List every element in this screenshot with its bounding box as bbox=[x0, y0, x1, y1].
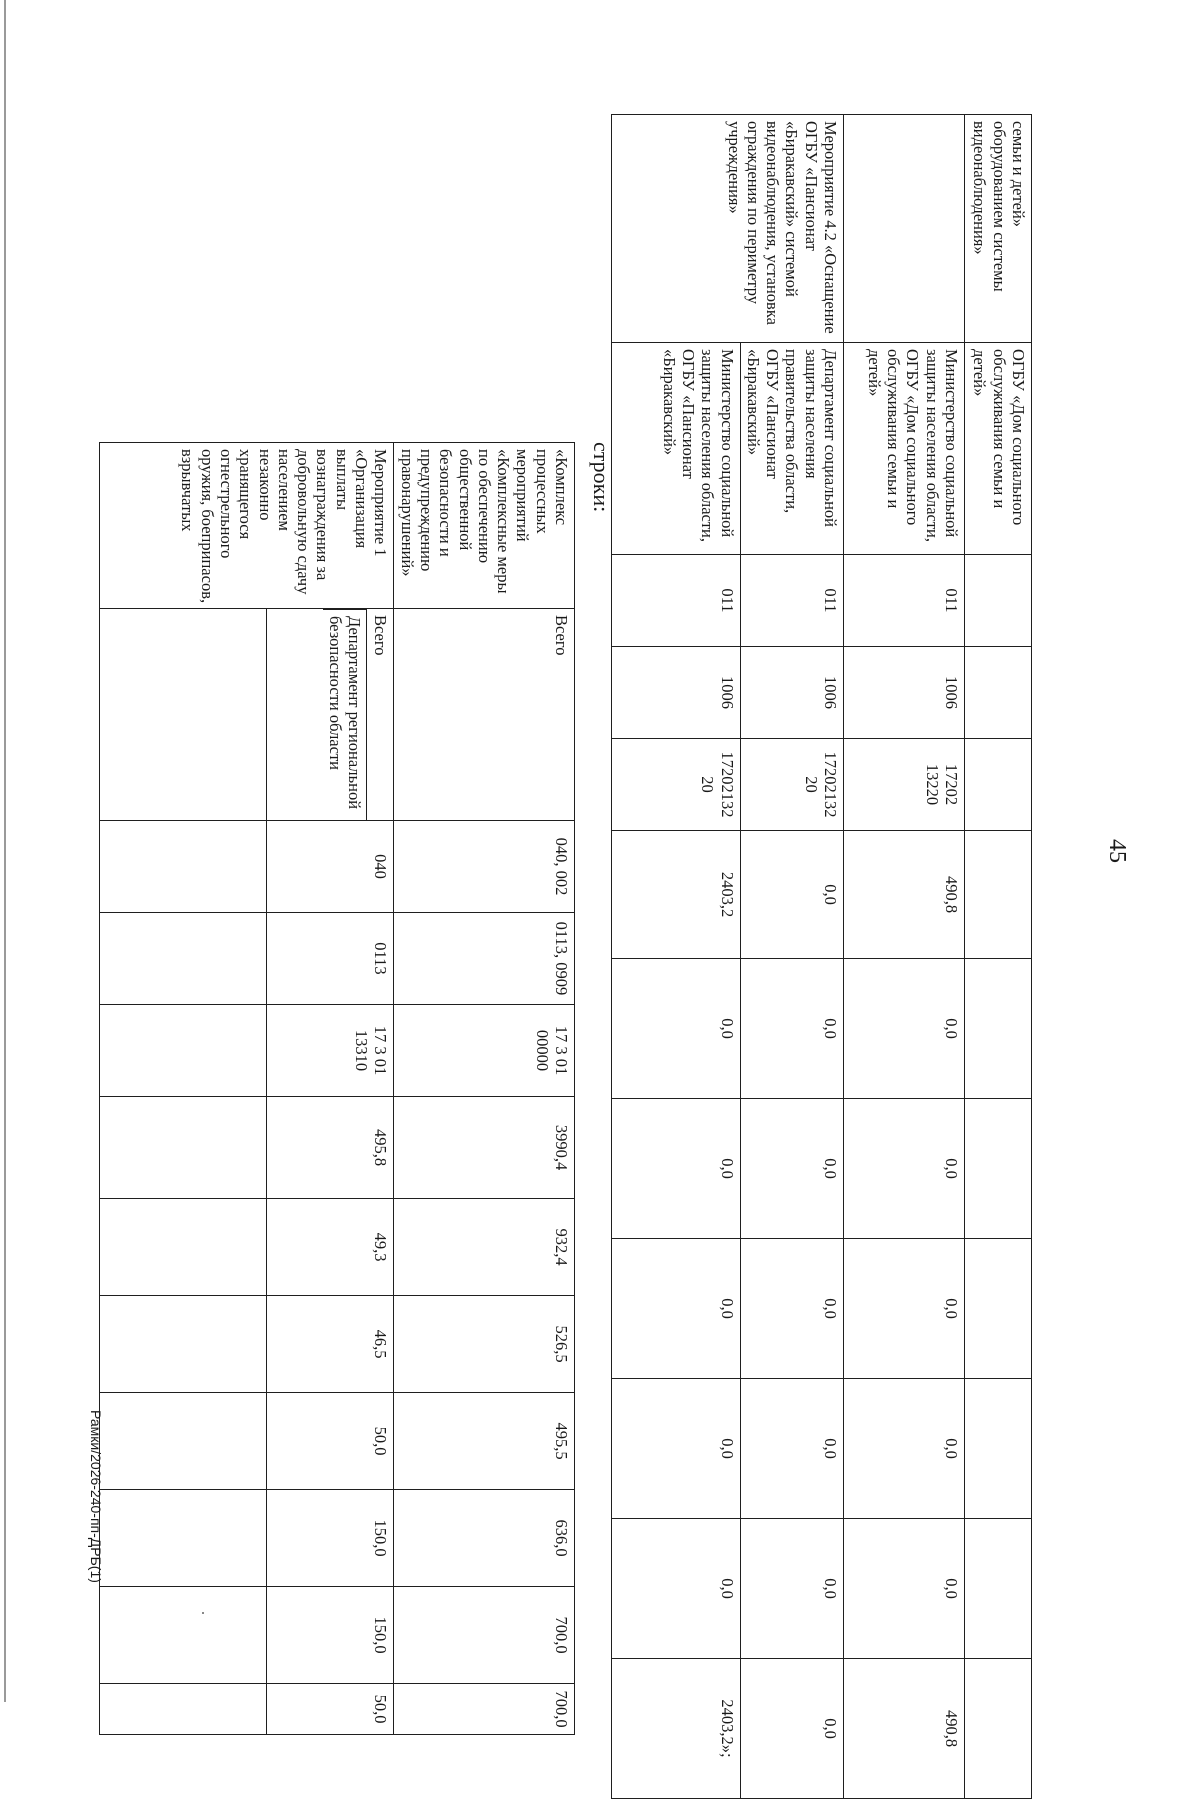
cell-year-3: 495,5 bbox=[394, 1393, 575, 1490]
table-row bbox=[100, 443, 267, 1735]
cell-csr bbox=[965, 739, 1032, 831]
cell-grbs: 011 bbox=[740, 555, 843, 647]
cell-empty bbox=[100, 1684, 267, 1735]
cell-year-4: 150,0 bbox=[267, 1490, 394, 1587]
cell-year-4: 0,0 bbox=[611, 1379, 740, 1519]
table-row bbox=[394, 443, 575, 1735]
cell-year-2: 0,0 bbox=[740, 1099, 843, 1239]
cell-year-4: 0,0 bbox=[844, 1379, 965, 1519]
table-row bbox=[844, 115, 965, 1799]
cell-total: 3990,4 bbox=[394, 1097, 575, 1199]
cell-rzpr: 1006 bbox=[740, 647, 843, 739]
cell-year-6: 0,0 bbox=[740, 1659, 843, 1799]
cell-grbs: 040, 002 bbox=[394, 821, 575, 913]
cell-name: Мероприятие 4.2 «Оснащение ОГБУ «Пансионат «Биракавский» системой видеонаблюдения, установка ограждения по периметру учреждения» bbox=[611, 115, 843, 343]
cell-rzpr: 0113 bbox=[267, 913, 394, 1005]
cell-empty bbox=[100, 1296, 267, 1393]
cell-empty bbox=[100, 1005, 267, 1097]
cell-year-2: 526,5 bbox=[394, 1296, 575, 1393]
cell-executor: Министерство социальной защиты населения области, ОГБУ «Пансионат «Биракавский» bbox=[611, 343, 740, 555]
program-table-top bbox=[611, 114, 1032, 1799]
cell-rzpr: 0113, 0909 bbox=[394, 913, 575, 1005]
cell-empty bbox=[100, 609, 267, 821]
cell-executor: Департамент социальной защиты населения правительства области, ОГБУ «Пансионат «Биракавский» bbox=[740, 343, 843, 555]
cell-year-1: 0,0 bbox=[740, 959, 843, 1099]
cell-csr: 17 3 01 13310 bbox=[267, 1005, 394, 1097]
cell-year-4: 636,0 bbox=[394, 1490, 575, 1587]
cell-year-2: 0,0 bbox=[611, 1099, 740, 1239]
cell-year-1 bbox=[965, 959, 1032, 1099]
cell-year-5 bbox=[965, 1519, 1032, 1659]
cell-year-1: 0,0 bbox=[611, 959, 740, 1099]
executor-department: Департамент региональной безопасности области bbox=[323, 609, 367, 820]
cell-grbs: 011 bbox=[611, 555, 740, 647]
cell-total: 2403,2 bbox=[611, 831, 740, 959]
cell-year-1: 0,0 bbox=[844, 959, 965, 1099]
cell-year-5: 150,0 bbox=[267, 1587, 394, 1684]
cell-executor bbox=[267, 609, 394, 821]
cell-name: Мероприятие 1 «Организация выплаты вознаграждения за добровольную сдачу населением незаконно хранящегося огнестрельного оружия, боеприпасов, взрывчатых bbox=[100, 443, 394, 609]
page-number: 45 bbox=[1104, 839, 1130, 863]
cell-grbs: 011 bbox=[844, 555, 965, 647]
cell-total: 0,0 bbox=[740, 831, 843, 959]
cell-empty bbox=[100, 1097, 267, 1199]
cell-rzpr bbox=[965, 647, 1032, 739]
cell-total bbox=[965, 831, 1032, 959]
cell-year-5: 700,0 bbox=[394, 1587, 575, 1684]
cell-year-5: 0,0 bbox=[611, 1519, 740, 1659]
cell-empty bbox=[100, 1490, 267, 1587]
cell-year-5: 0,0 bbox=[844, 1519, 965, 1659]
cell-total: 490,8 bbox=[844, 831, 965, 959]
cell-year-5: 0,0 bbox=[740, 1519, 843, 1659]
cell-year-1: 49,3 bbox=[267, 1199, 394, 1296]
cell-rzpr: 1006 bbox=[611, 647, 740, 739]
cell-empty bbox=[100, 821, 267, 913]
cell-empty bbox=[100, 913, 267, 1005]
cell-year-2 bbox=[965, 1099, 1032, 1239]
cell-year-4 bbox=[965, 1379, 1032, 1519]
cell-executor: ОГБУ «Дом социального обслуживания семьи и детей» bbox=[965, 343, 1032, 555]
table-row bbox=[611, 115, 740, 1799]
cell-year-6: 2403,2»; bbox=[611, 1659, 740, 1799]
table-row bbox=[965, 115, 1032, 1799]
cell-year-6: 50,0 bbox=[267, 1684, 394, 1735]
cell-executor: Министерство социальной защиты населения области, ОГБУ «Дом социального обслуживания семьи и детей» bbox=[844, 343, 965, 555]
cell-year-6 bbox=[965, 1659, 1032, 1799]
cell-year-2: 46,5 bbox=[267, 1296, 394, 1393]
cell-csr: 17202132 20 bbox=[611, 739, 740, 831]
cell-year-3 bbox=[965, 1239, 1032, 1379]
cell-grbs bbox=[965, 555, 1032, 647]
cell-year-3: 0,0 bbox=[611, 1239, 740, 1379]
executor-total-label: Всего bbox=[371, 615, 391, 656]
cell-name: «Комплекс процессных мероприятий «Комплексные меры по обеспечению общественной безопасности и предупреждению правонарушений» bbox=[394, 443, 575, 609]
cell-csr: 17202132 20 bbox=[740, 739, 843, 831]
cell-empty bbox=[100, 1199, 267, 1296]
cell-total: 495,8 bbox=[267, 1097, 394, 1199]
cell-year-4: 0,0 bbox=[740, 1379, 843, 1519]
cell-year-6: 490,8 bbox=[844, 1659, 965, 1799]
table-row bbox=[740, 115, 843, 1799]
cell-year-3: 0,0 bbox=[844, 1239, 965, 1379]
cell-year-3: 50,0 bbox=[267, 1393, 394, 1490]
cell-rzpr: 1006 bbox=[844, 647, 965, 739]
cell-year-6: 700,0 bbox=[394, 1684, 575, 1735]
program-table-bottom bbox=[99, 442, 575, 1735]
cell-year-3: 0,0 bbox=[740, 1239, 843, 1379]
table-row bbox=[267, 443, 394, 1735]
cell-csr: 17202 13220 bbox=[844, 739, 965, 831]
cell-empty bbox=[100, 1587, 267, 1684]
cell-csr: 17 3 01 00000 bbox=[394, 1005, 575, 1097]
cell-empty bbox=[100, 1393, 267, 1490]
cell-year-2: 0,0 bbox=[844, 1099, 965, 1239]
cell-year-1: 932,4 bbox=[394, 1199, 575, 1296]
cell-grbs: 040 bbox=[267, 821, 394, 913]
document-code: Рамки/2026-240-пп-ДРБ(1) bbox=[88, 1410, 104, 1583]
cell-executor: Всего bbox=[394, 609, 575, 821]
cell-name bbox=[844, 115, 965, 343]
cell-name: семьи и детей» оборудованием системы видеонаблюдения» bbox=[965, 115, 1032, 343]
table-caption: строки: bbox=[589, 442, 614, 513]
